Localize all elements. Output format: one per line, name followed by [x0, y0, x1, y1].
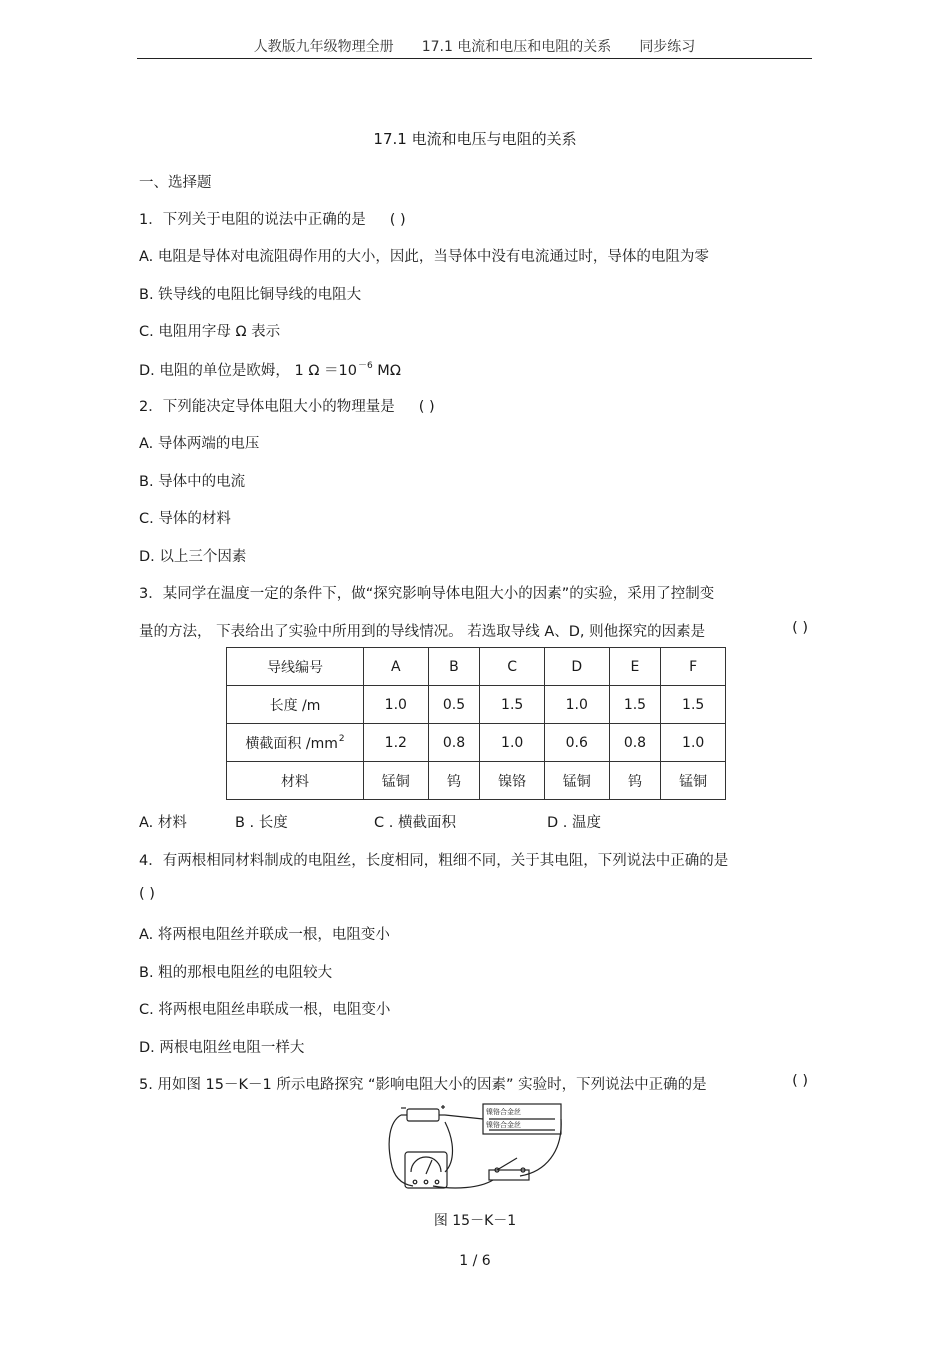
- q5-stem: [139, 1073, 808, 1094]
- area-label-text: 横截面积 /mm: [245, 735, 338, 752]
- q3-option-d: D . 温度: [547, 815, 601, 831]
- header-tag: 同步练习: [639, 39, 696, 55]
- header-section: 17.1 电流和电压和电阻的关系: [421, 39, 612, 55]
- table-row: [227, 686, 726, 724]
- q1-stem: [139, 208, 406, 229]
- q3-option-c: C . 横截面积: [374, 815, 456, 831]
- q4-option-d: D. 两根电阻丝电阻一样大: [139, 1040, 305, 1056]
- header-book: 人教版九年级物理全册: [253, 39, 394, 55]
- q5-stem-text: 5. 用如图 15－K－1 所示电路探究 “影响电阻大小的因素” 实验时，下列说法中正确的是: [139, 1077, 707, 1093]
- q1-option-d: [139, 358, 401, 380]
- table-cell: 锰铜: [661, 762, 726, 800]
- q1-option-d-exponent: －6: [357, 361, 373, 371]
- circuit-figure: [385, 1102, 565, 1194]
- q1-option-d-text: D. 电阻的单位是欧姆， 1 Ω ＝10: [139, 363, 357, 379]
- table-header-cell: F: [661, 648, 726, 686]
- table-cell: 1.5: [609, 686, 661, 724]
- q2-answer-blank: ( ): [418, 399, 435, 415]
- q2-option-b: B. 导体中的电流: [139, 474, 246, 490]
- table-header-cell: B: [428, 648, 480, 686]
- table-cell: 1.0: [480, 724, 545, 762]
- q3-option-b: B . 长度: [235, 815, 288, 831]
- page-number: 1 / 6: [459, 1253, 491, 1269]
- battery-icon: [407, 1109, 439, 1121]
- q1-option-b: B. 铁导线的电阻比铜导线的电阻大: [139, 287, 362, 303]
- wire-label-top: 镍铬合金丝: [486, 1108, 521, 1116]
- q2-option-a: A. 导体两端的电压: [139, 436, 260, 452]
- table-row: [227, 762, 726, 800]
- table-cell: 钨: [609, 762, 661, 800]
- table-cell: 1.0: [364, 686, 429, 724]
- wire-table: [226, 647, 726, 800]
- table-row-label: 材料: [227, 762, 364, 800]
- table-cell: 1.0: [544, 686, 609, 724]
- q2-stem: [139, 395, 435, 416]
- page-header: [137, 34, 812, 59]
- section-heading: 一、选择题: [139, 175, 212, 191]
- q3-stem-line2-text: 量的方法， 下表给出了实验中所用到的导线情况。 若选取导线 A、D, 则他探究的因素是: [139, 624, 706, 640]
- table-header-cell: C: [480, 648, 545, 686]
- table-header-cell: A: [364, 648, 429, 686]
- q1-answer-blank: ( ): [389, 212, 406, 228]
- q1-option-c: C. 电阻用字母 Ω 表示: [139, 324, 281, 340]
- q4-option-c: C. 将两根电阻丝串联成一根，电阻变小: [139, 1002, 391, 1018]
- q4-stem: 4．有两根相同材料制成的电阻丝，长度相同，粗细不同，关于其电阻，下列说法中正确的是: [139, 853, 729, 869]
- table-cell: 镍铬: [480, 762, 545, 800]
- table-row: [227, 648, 726, 686]
- q5-answer-blank: ( ): [792, 1073, 808, 1089]
- q3-option-a: A. 材料: [139, 815, 187, 831]
- q3-answer-blank: ( ): [792, 620, 808, 636]
- q1-stem-text: 1．下列关于电阻的说法中正确的是: [139, 212, 366, 228]
- page-title: 17.1 电流和电压与电阻的关系: [373, 130, 577, 148]
- table-header-cell: 导线编号: [227, 648, 364, 686]
- table-cell: 1.0: [661, 724, 726, 762]
- table-cell: 0.6: [544, 724, 609, 762]
- table-cell: 锰铜: [364, 762, 429, 800]
- table-cell: 1.5: [480, 686, 545, 724]
- table-header-cell: E: [609, 648, 661, 686]
- q4-answer-blank: ( ): [139, 886, 155, 902]
- wire-label-bottom: 镍铬合金丝: [486, 1121, 521, 1129]
- q2-stem-text: 2．下列能决定导体电阻大小的物理量是: [139, 399, 395, 415]
- q2-option-c: C. 导体的材料: [139, 511, 231, 527]
- q3-stem-line2: [139, 620, 808, 641]
- table-row-label: [227, 724, 364, 762]
- table-cell: 钨: [428, 762, 480, 800]
- table-cell: 1.5: [661, 686, 726, 724]
- table-cell: 1.2: [364, 724, 429, 762]
- table-cell: 锰铜: [544, 762, 609, 800]
- area-label-exponent: 2: [338, 733, 345, 744]
- q2-option-d: D. 以上三个因素: [139, 549, 247, 565]
- q3-stem-line1: 3．某同学在温度一定的条件下，做“探究影响导体电阻大小的因素”的实验，采用了控制变: [139, 586, 715, 602]
- table-cell: 0.8: [609, 724, 661, 762]
- q1-option-d-unit: MΩ: [372, 363, 401, 379]
- table-row-label: 长度 /m: [227, 686, 364, 724]
- table-cell: 0.8: [428, 724, 480, 762]
- figure-caption: 图 15－K－1: [433, 1213, 517, 1229]
- q4-option-b: B. 粗的那根电阻丝的电阻较大: [139, 965, 333, 981]
- table-cell: 0.5: [428, 686, 480, 724]
- q4-option-a: A. 将两根电阻丝并联成一根，电阻变小: [139, 927, 390, 943]
- q1-option-a: A. 电阻是导体对电流阻碍作用的大小，因此，当导体中没有电流通过时，导体的电阻为零: [139, 249, 709, 265]
- table-row: [227, 724, 726, 762]
- table-header-cell: D: [544, 648, 609, 686]
